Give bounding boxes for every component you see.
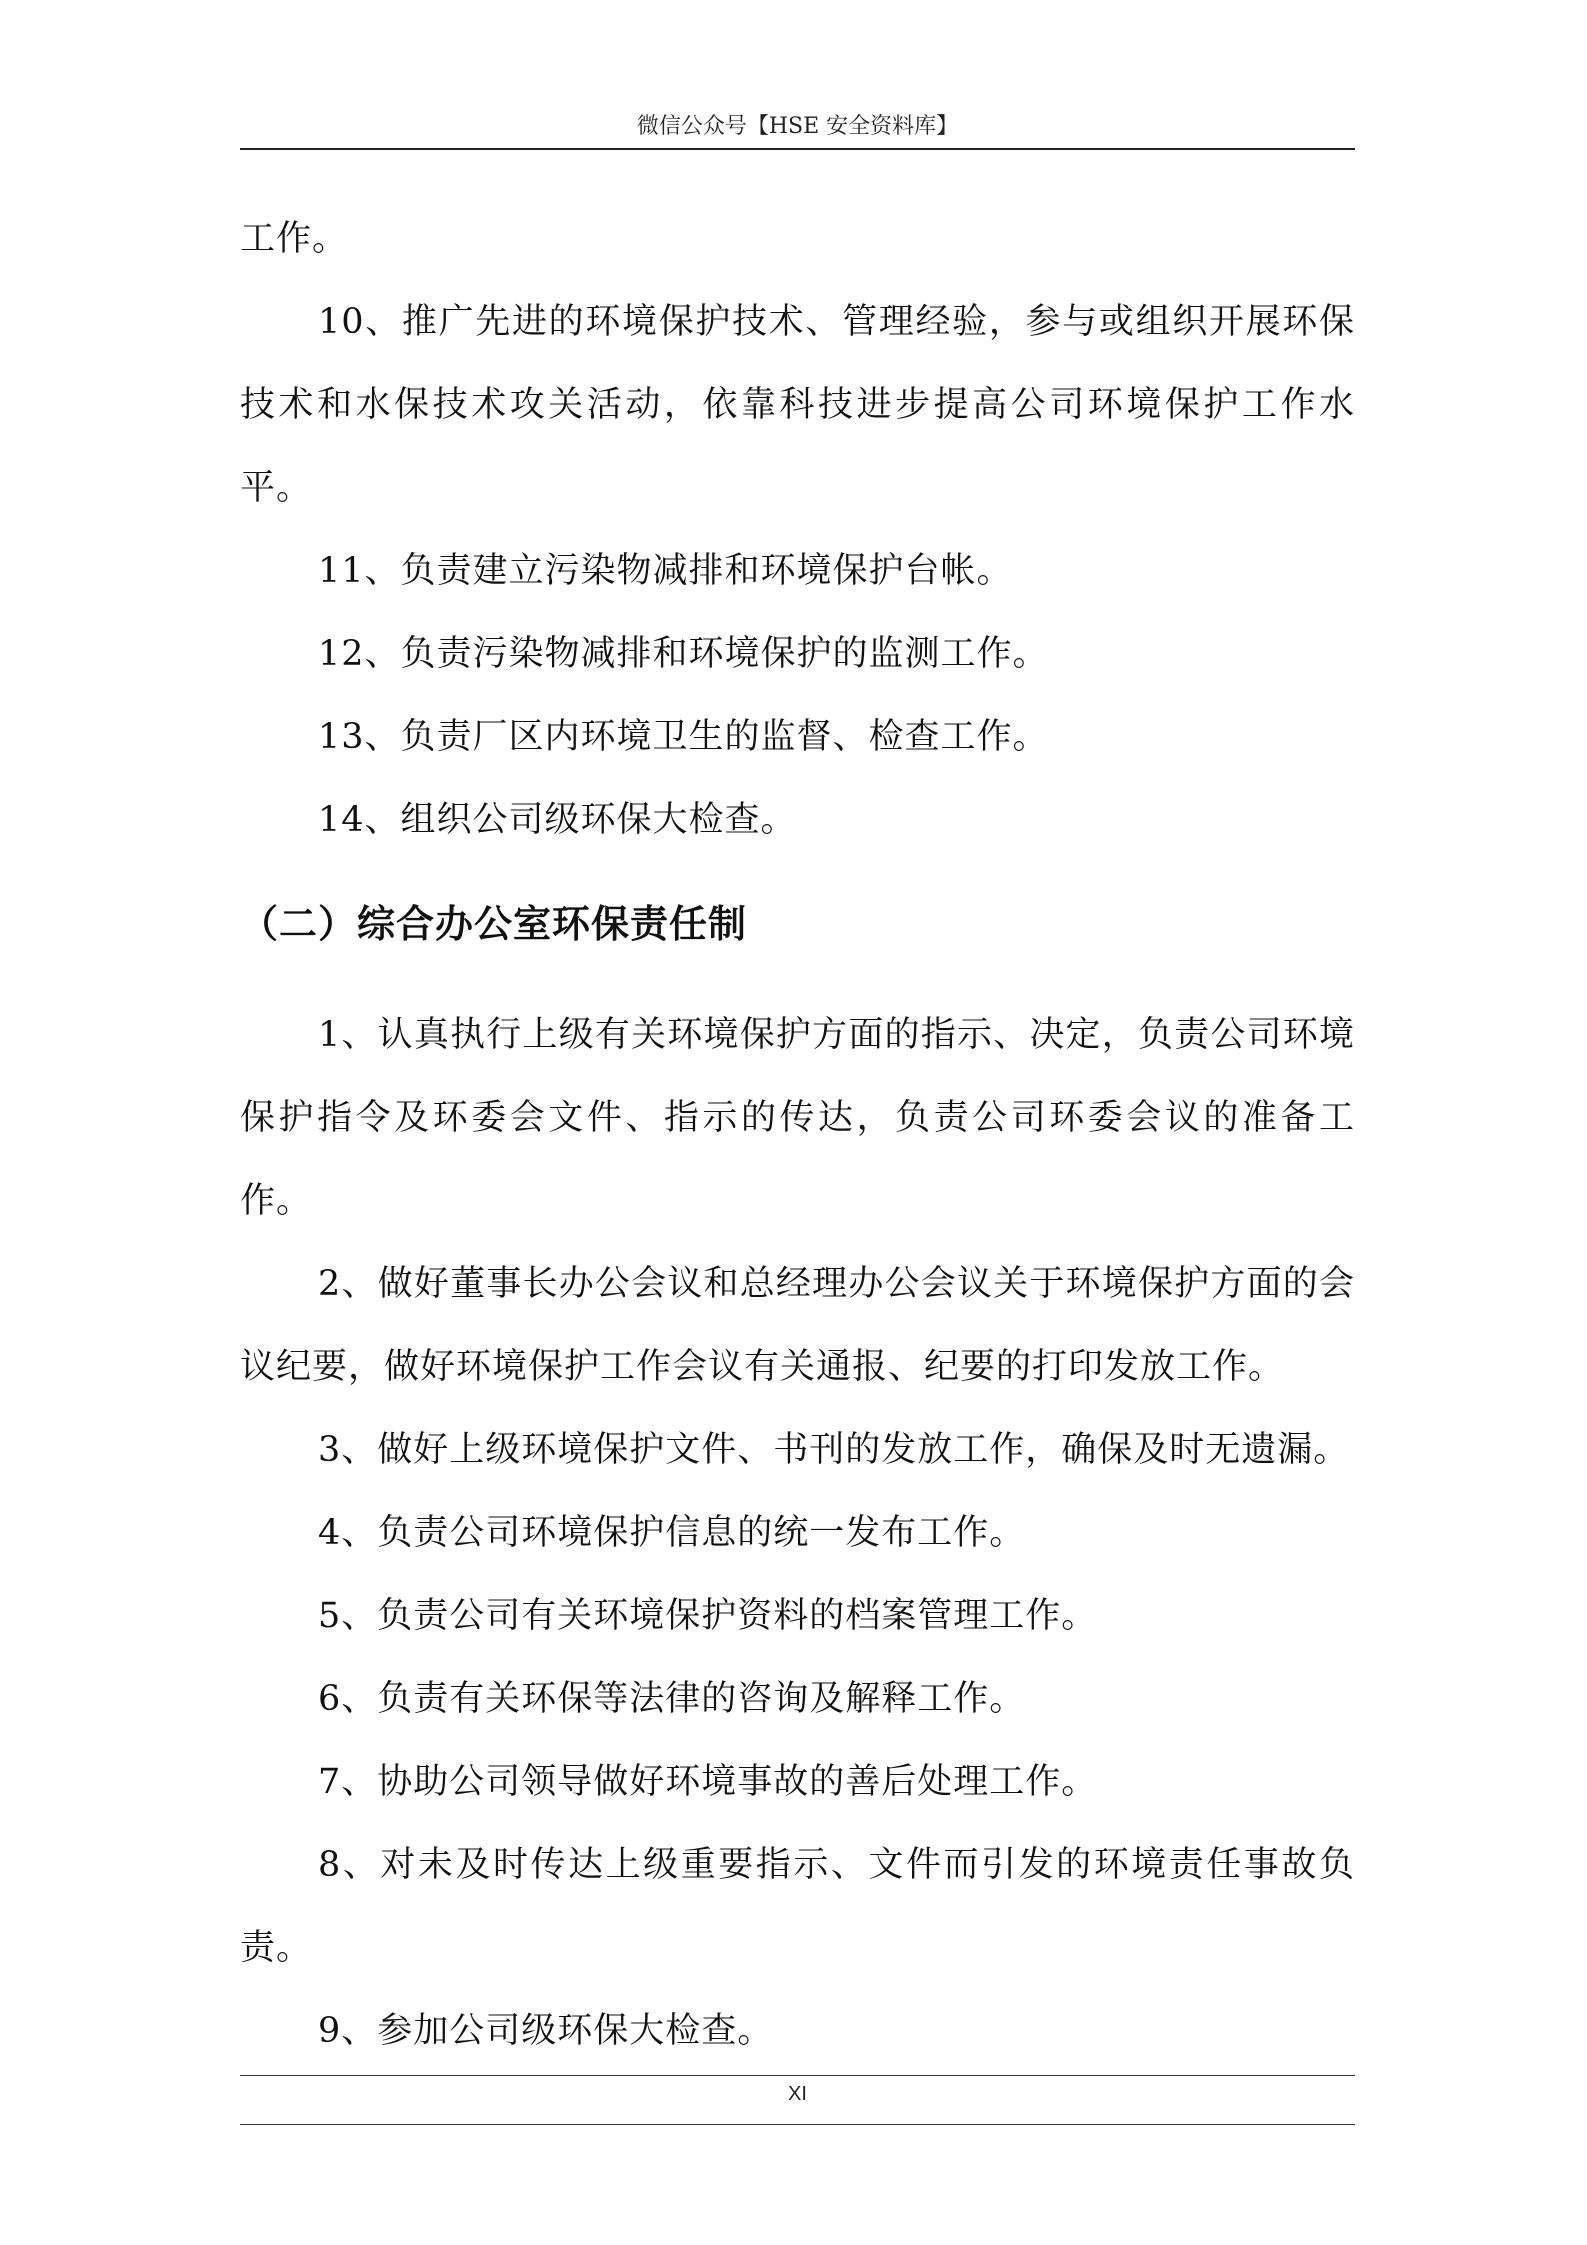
paragraph-item-9: 9、参加公司级环保大检查。 [318,2011,774,2051]
paragraph-item-11: 11、负责建立污染物减排和环境保护台帐。 [318,551,1013,591]
paragraph-item-2: 2、做好董事长办公会议和总经理办公会议关于环境保护方面的会议纪要，做好环境保护工作会议有关通报、纪要的打印发放工作。 [240,1264,1355,1387]
paragraph-continuation: 工作。 [240,219,349,259]
paragraph-item-10: 10、推广先进的环境保护技术、管理经验，参与或组织开展环保技术和水保技术攻关活动，依靠科技进步提高公司环境保护工作水平。 [240,302,1355,508]
footer-divider-top [240,2075,1355,2076]
header-text: 微信公众号【HSE 安全资料库】 [636,114,959,139]
document-body [240,198,1355,2073]
paragraph-item-8: 8、对未及时传达上级重要指示、文件而引发的环境责任事故负责。 [240,1845,1355,1968]
page-number: XI [788,2083,807,2105]
page-header [240,112,1355,150]
section-heading: （二）综合办公室环保责任制 [240,902,748,946]
paragraph-item-5: 5、负责公司有关环境保护资料的档案管理工作。 [318,1596,1098,1636]
paragraph-item-4: 4、负责公司环境保护信息的统一发布工作。 [318,1513,1026,1553]
paragraph-item-13: 13、负责厂区内环境卫生的监督、检查工作。 [318,717,1049,757]
paragraph-item-3: 3、做好上级环境保护文件、书刊的发放工作，确保及时无遗漏。 [318,1430,1350,1470]
paragraph-item-1: 1、认真执行上级有关环境保护方面的指示、决定，负责公司环境保护指令及环委会文件、指示的传达，负责公司环委会议的准备工作。 [240,1015,1355,1221]
paragraph-item-7: 7、协助公司领导做好环境事故的善后处理工作。 [318,1762,1098,1802]
paragraph-item-6: 6、负责有关环保等法律的咨询及解释工作。 [318,1679,1026,1719]
paragraph-item-14: 14、组织公司级环保大检查。 [318,800,797,840]
footer-divider-bottom [240,2124,1355,2125]
paragraph-item-12: 12、负责污染物减排和环境保护的监测工作。 [318,634,1049,674]
